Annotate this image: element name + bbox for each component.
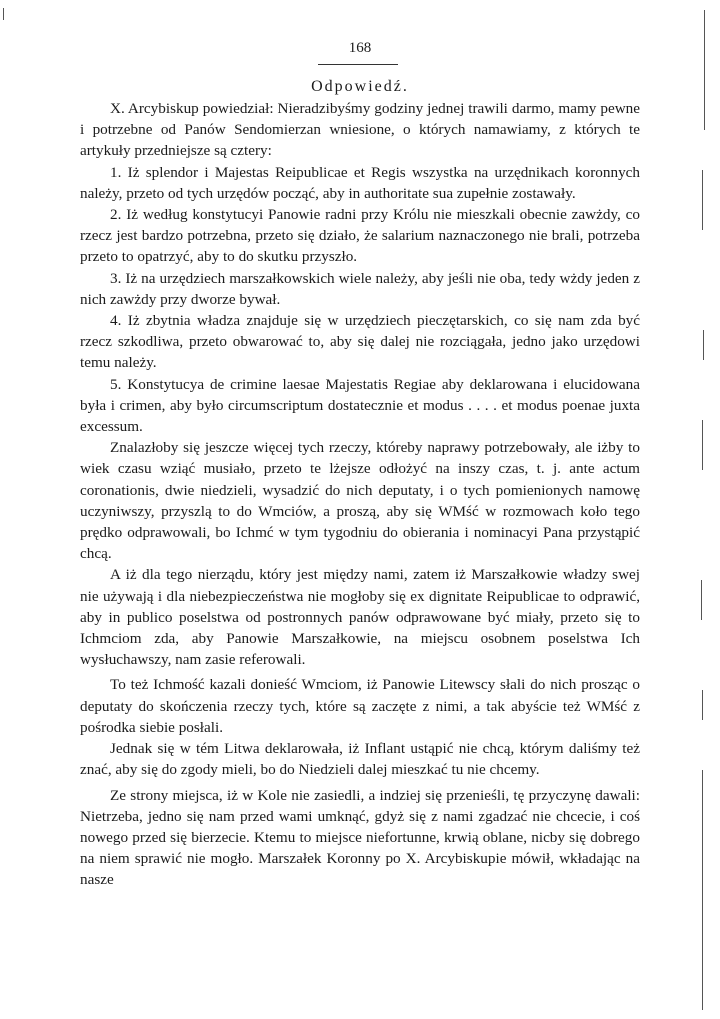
binding-line: [702, 770, 703, 1010]
paragraph: 1. Iż splendor i Majestas Reipublicae et Regis wszystka na urzędnikach koronnych należy, przeto od tych urzędów począć, aby in authoritate sua zupełnie zostawały.: [80, 163, 640, 202]
body-text: [80, 98, 640, 891]
paragraph: To też Ichmość kazali donieść Wmciom, iż Panowie Litewscy słali do nich prosząc o deputaty do skończenia rzeczy tych, które są zaczęte z nimi, a tak abyście też WMść z pośrodka siebie posłali.: [80, 676, 640, 736]
scan-binding-edge: [690, 0, 720, 1019]
paragraph: A iż dla tego nierządu, który jest między nami, zatem iż Marszałkowie władzy swej nie używają i dla niebezpieczeństwa nie mogłoby się ex dignitate Reipublicae to odprawić, aby in publico poselstwa od postronnych panów odprawowane być miały, przeto się to Ichmciom zda, aby Panowie Marszałkowie, na miejscu osobnem poselstwa Ich wysłuchawszy, nam zasie referowali.: [80, 566, 640, 669]
binding-line: [701, 580, 702, 620]
binding-line: [702, 690, 703, 720]
paragraph: 3. Iż na urzędziech marszałkowskich wiele należy, aby jeśli nie oba, tedy wżdy jeden z nich zawżdy przy dworze bywał.: [80, 269, 640, 308]
section-heading: Odpowiedź.: [311, 78, 409, 95]
paragraph: Ze strony miejsca, iż w Kole nie zasiedli, a indziej się przenieśli, tę przyczynę dawali: Nietrzeba, jedno się nam przed wami umknąć, gdyż się z nami zgadzać nie chcecie, i coś nowego przed się bierzecie. Ktemu to miejsce niefortunne, krwią oblane, nicby się dobrego na niem sprawić nie mogło. Marszałek Koronny po X. Arcybiskupie mówił, wkładając na nasze: [80, 786, 640, 889]
binding-line: [702, 170, 703, 230]
paragraph: 5. Konstytucya de crimine laesae Majestatis Regiae aby deklarowana i elucidowana była i crimen, aby było circumscriptum dostatecznie et modus . . . . et modus poenae juxta excessum.: [80, 375, 640, 436]
page-number-rule: [318, 64, 398, 65]
paragraph: Znalazłoby się jeszcze więcej tych rzeczy, któreby naprawy potrzebowały, ale iżby to wiek czasu wziąć musiało, przeto te lżejsze odłożyć na inszy czas, t. j. ante actum coronationis, dwie niedzieli, wysadzić do nich deputaty, i o tych pomienionych namowę uczyniwszy, przyszlą to do Wmciów, a proszą, aby się WMść w rozmowach koło tego prędko odprawowali, bo Ichmć w tym tygodniu do obierania i nominacyi Pana przystąpić chcą.: [80, 439, 640, 563]
binding-line: [704, 10, 705, 130]
paragraph: Jednak się w tém Litwa deklarowała, iż Inflant ustąpić nie chcą, którym daliśmy też znać, aby się do zgody mieli, bo do Niedzieli dalej mieszkać tu nie chcemy.: [80, 740, 640, 779]
paragraph: 4. Iż zbytnia władza znajduje się w urzędziech pieczętarskich, co się nam zda być rzecz szkodliwa, przeto obwarować to, aby się dalej nie rozciągała, jedno jako urzędowi temu należy.: [80, 312, 640, 372]
paragraph: X. Arcybiskup powiedział: Nieradzibyśmy godziny jednej trawili darmo, mamy pewne i potrzebne od Panów Sendomierzan wniesione, o których namawiamy, z których te artykuły przedniejsze są cztery:: [80, 100, 640, 160]
binding-line: [703, 330, 704, 360]
page-number: 168: [348, 40, 372, 56]
paragraph: 2. Iż według konstytucyi Panowie radni przy Królu nie mieszkali obecnie zawżdy, co rzecz jest bardzo potrzebna, przeto się działo, że salarium naznaczonego nie brali, potrzeba przeto to opatrzyć, aby to do skutku przyszło.: [80, 206, 640, 266]
binding-line: [702, 420, 703, 470]
scan-edge-mark: [3, 8, 4, 20]
